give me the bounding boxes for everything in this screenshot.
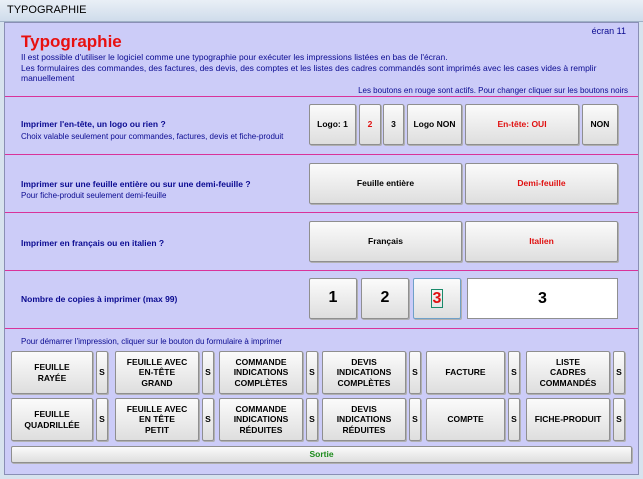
header-subtext: Choix valable seulement pour commandes, factures, devis et fiche-produit — [21, 132, 284, 141]
header-question: Imprimer l'en-tête, un logo ou rien ? — [21, 119, 166, 129]
half-sheet-button[interactable]: Demi-feuille — [465, 163, 618, 204]
copies-3-label: 3 — [432, 290, 442, 307]
logo-1-button[interactable]: Logo: 1 — [309, 104, 356, 145]
divider — [5, 270, 638, 271]
facture-button[interactable]: FACTURE — [426, 351, 505, 394]
facture-s-button[interactable]: S — [508, 351, 520, 394]
feuille-rayee-s-button[interactable]: S — [96, 351, 108, 394]
window-title-bar — [0, 0, 643, 22]
copies-count-display: 3 — [467, 278, 618, 319]
divider — [5, 96, 638, 97]
compte-button[interactable]: COMPTE — [426, 398, 505, 441]
devis-reduites-button[interactable]: DEVIS INDICATIONS RÉDUITES — [322, 398, 406, 441]
devis-reduites-s-button[interactable]: S — [409, 398, 421, 441]
entete-non-button[interactable]: NON — [582, 104, 618, 145]
intro-line-1: Il est possible d'utiliser le logiciel comme une typographie pour exécuter les impressions listées en bas de l'écran. — [21, 52, 448, 62]
logo-non-button[interactable]: Logo NON — [407, 104, 462, 145]
fiche-produit-s-button[interactable]: S — [613, 398, 625, 441]
logo-3-button[interactable]: 3 — [383, 104, 404, 145]
feuille-quadrillee-button[interactable]: FEUILLE QUADRILLÉE — [11, 398, 93, 441]
fiche-produit-button[interactable]: FICHE-PRODUIT — [526, 398, 610, 441]
entete-grand-s-button[interactable]: S — [202, 351, 214, 394]
feuille-rayee-button[interactable]: FEUILLE RAYÉE — [11, 351, 93, 394]
italian-button[interactable]: Italien — [465, 221, 618, 262]
devis-completes-button[interactable]: DEVIS INDICATIONS COMPLÈTES — [322, 351, 406, 394]
logo-2-button[interactable]: 2 — [359, 104, 381, 145]
copies-2-button[interactable]: 2 — [361, 278, 409, 319]
copies-question: Nombre de copies à imprimer (max 99) — [21, 294, 178, 304]
language-question: Imprimer en français ou en italien ? — [21, 238, 165, 248]
commande-reduites-s-button[interactable]: S — [306, 398, 318, 441]
liste-cadres-s-button[interactable]: S — [613, 351, 625, 394]
compte-s-button[interactable]: S — [508, 398, 520, 441]
intro-text — [21, 52, 621, 84]
divider — [5, 328, 638, 329]
active-buttons-note: Les boutons en rouge sont actifs. Pour changer cliquer sur les boutons noirs — [358, 86, 628, 95]
screen-number: écran 11 — [591, 26, 626, 36]
sheet-question: Imprimer sur une feuille entière ou sur une demi-feuille ? — [21, 179, 251, 189]
devis-completes-s-button[interactable]: S — [409, 351, 421, 394]
main-panel — [4, 22, 639, 475]
french-button[interactable]: Français — [309, 221, 462, 262]
full-sheet-button[interactable]: Feuille entière — [309, 163, 462, 204]
liste-cadres-button[interactable]: LISTE CADRES COMMANDÉS — [526, 351, 610, 394]
divider — [5, 212, 638, 213]
commande-completes-s-button[interactable]: S — [306, 351, 318, 394]
entete-petit-s-button[interactable]: S — [202, 398, 214, 441]
sheet-subtext: Pour fiche-produit seulement demi-feuille — [21, 191, 167, 200]
entete-petit-button[interactable]: FEUILLE AVEC EN TÊTE PETIT — [115, 398, 199, 441]
print-instruction: Pour démarrer l'impression, cliquer sur le bouton du formulaire à imprimer — [21, 337, 283, 346]
window-title: TYPOGRAPHIE — [7, 4, 87, 16]
commande-reduites-button[interactable]: COMMANDE INDICATIONS RÉDUITES — [219, 398, 303, 441]
divider — [5, 154, 638, 155]
copies-3-button[interactable] — [413, 278, 461, 319]
exit-button[interactable]: Sortie — [11, 446, 632, 463]
commande-completes-button[interactable]: COMMANDE INDICATIONS COMPLÈTES — [219, 351, 303, 394]
intro-line-2: Les formulaires des commandes, des factures, des devis, des comptes et les listes des cadres commandés sont imprimés avec les cases vides à remplir manuellement — [21, 62, 597, 83]
entete-grand-button[interactable]: FEUILLE AVEC EN-TÊTE GRAND — [115, 351, 199, 394]
entete-oui-button[interactable]: En-tête: OUI — [465, 104, 579, 145]
copies-1-button[interactable]: 1 — [309, 278, 357, 319]
page-title: Typographie — [21, 32, 122, 51]
feuille-quadrillee-s-button[interactable]: S — [96, 398, 108, 441]
